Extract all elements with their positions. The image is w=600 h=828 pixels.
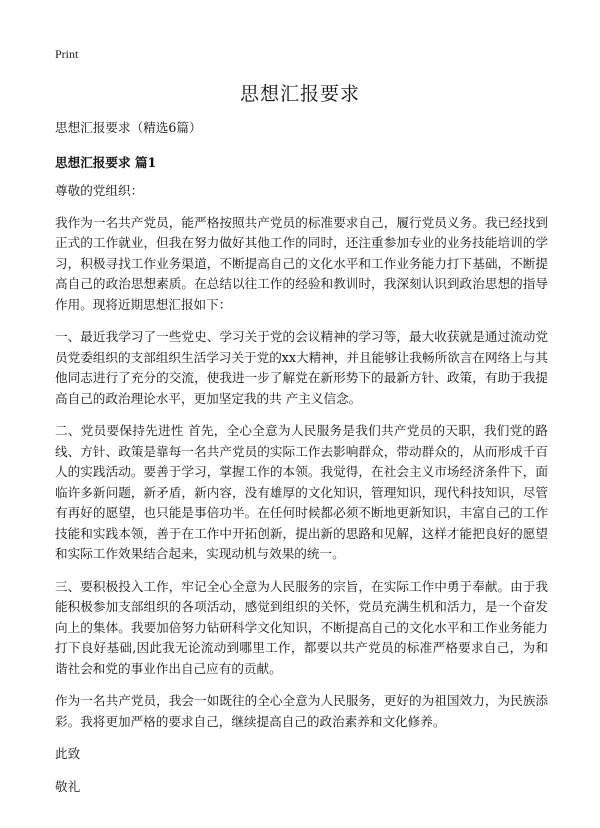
salutation: 尊敬的党组织： (55, 183, 144, 198)
page-title: 思想汇报要求 (239, 83, 360, 105)
paragraph-point-2: 二、党员要保持先进性 首先，全心全意为人民服务是我们共产党员的天职，我们党的路线、方针、政策是靠每一名共产党员的实际工作去影响群众，带动群众的，从而形成千百人的实践活动。要善于学习，掌握工作的本领。我觉得，在社会主义市场经济条件下，面临许多新问题，新矛盾，新内容，没有雄厚的文化知识，管理知识，现代科技知识，尽管有再好的愿望，也只能是事倍功半。在任何时候都必须不断地更新知识，丰富自己的工作技能和实践本领，善于在工作中开拓创新，提出新的思路和见解，这样才能把良好的愿望和实际工作效果结合起来，实现动机与效果的统一。 (55, 423, 548, 561)
document-body (55, 118, 548, 809)
closing-line-2: 敬礼 (55, 778, 81, 794)
section-heading: 思想汇报要求 篇1 (55, 154, 157, 170)
paragraph-point-1: 一、最近我学习了一些党史、学习关于党的会议精神的学习等，最大收获就是通过流动党员党委组织的支部组织生活学习关于党的xx大精神，并且能够让我畅所欲言在网络上与其他同志进行了充分的交流，使我进一步了解党在新形势下的最新方针、政策，有助于我提高自己的政治理论水平，更加坚定我的共 产主义信念。 (55, 329, 548, 406)
print-label: Print (55, 47, 79, 61)
document-subtitle: 思想汇报要求（精选6篇） (55, 120, 202, 135)
paragraph-point-3: 三、要积极投入工作，牢记全心全意为人民服务的宗旨，在实际工作中勇于奉献。由于我能积极参加支部组织的各项活动，感觉到组织的关怀，党员充满生机和活力，是一个奋发向上的集体。我要加倍努力钻研科学文化知识，不断提高自己的文化水平和工作业务能力打下良好基础,因此我无论流动到哪里工作，都要以共产党员的标准严格要求自己，为和谐社会和党的事业作出自己应有的贡献。 (55, 578, 548, 676)
paragraph-intro: 我作为一名共产党员，能严格按照共产党员的标准要求自己，履行党员义务。我已经找到正式的工作就业，但我在努力做好其他工作的同时，还注重参加专业的业务技能培训的学习，积极寻找工作业务渠道，不断提高自己的文化水平和工作业务能力打下基础，不断提高自己的政治思想素质。在总结以往工作的经验和教训时，我深刻认识到政治思想的指导作用。现将近期思想汇报如下： (55, 214, 548, 312)
closing-line-1: 此致 (55, 746, 81, 761)
paragraph-conclusion: 作为一名共产党员，我会一如既往的全心全意为人民服务，更好的为祖国效力，为民族添彩。我将更加严格的要求自己，继续提高自己的政治素养和文化修养。 (55, 693, 548, 729)
